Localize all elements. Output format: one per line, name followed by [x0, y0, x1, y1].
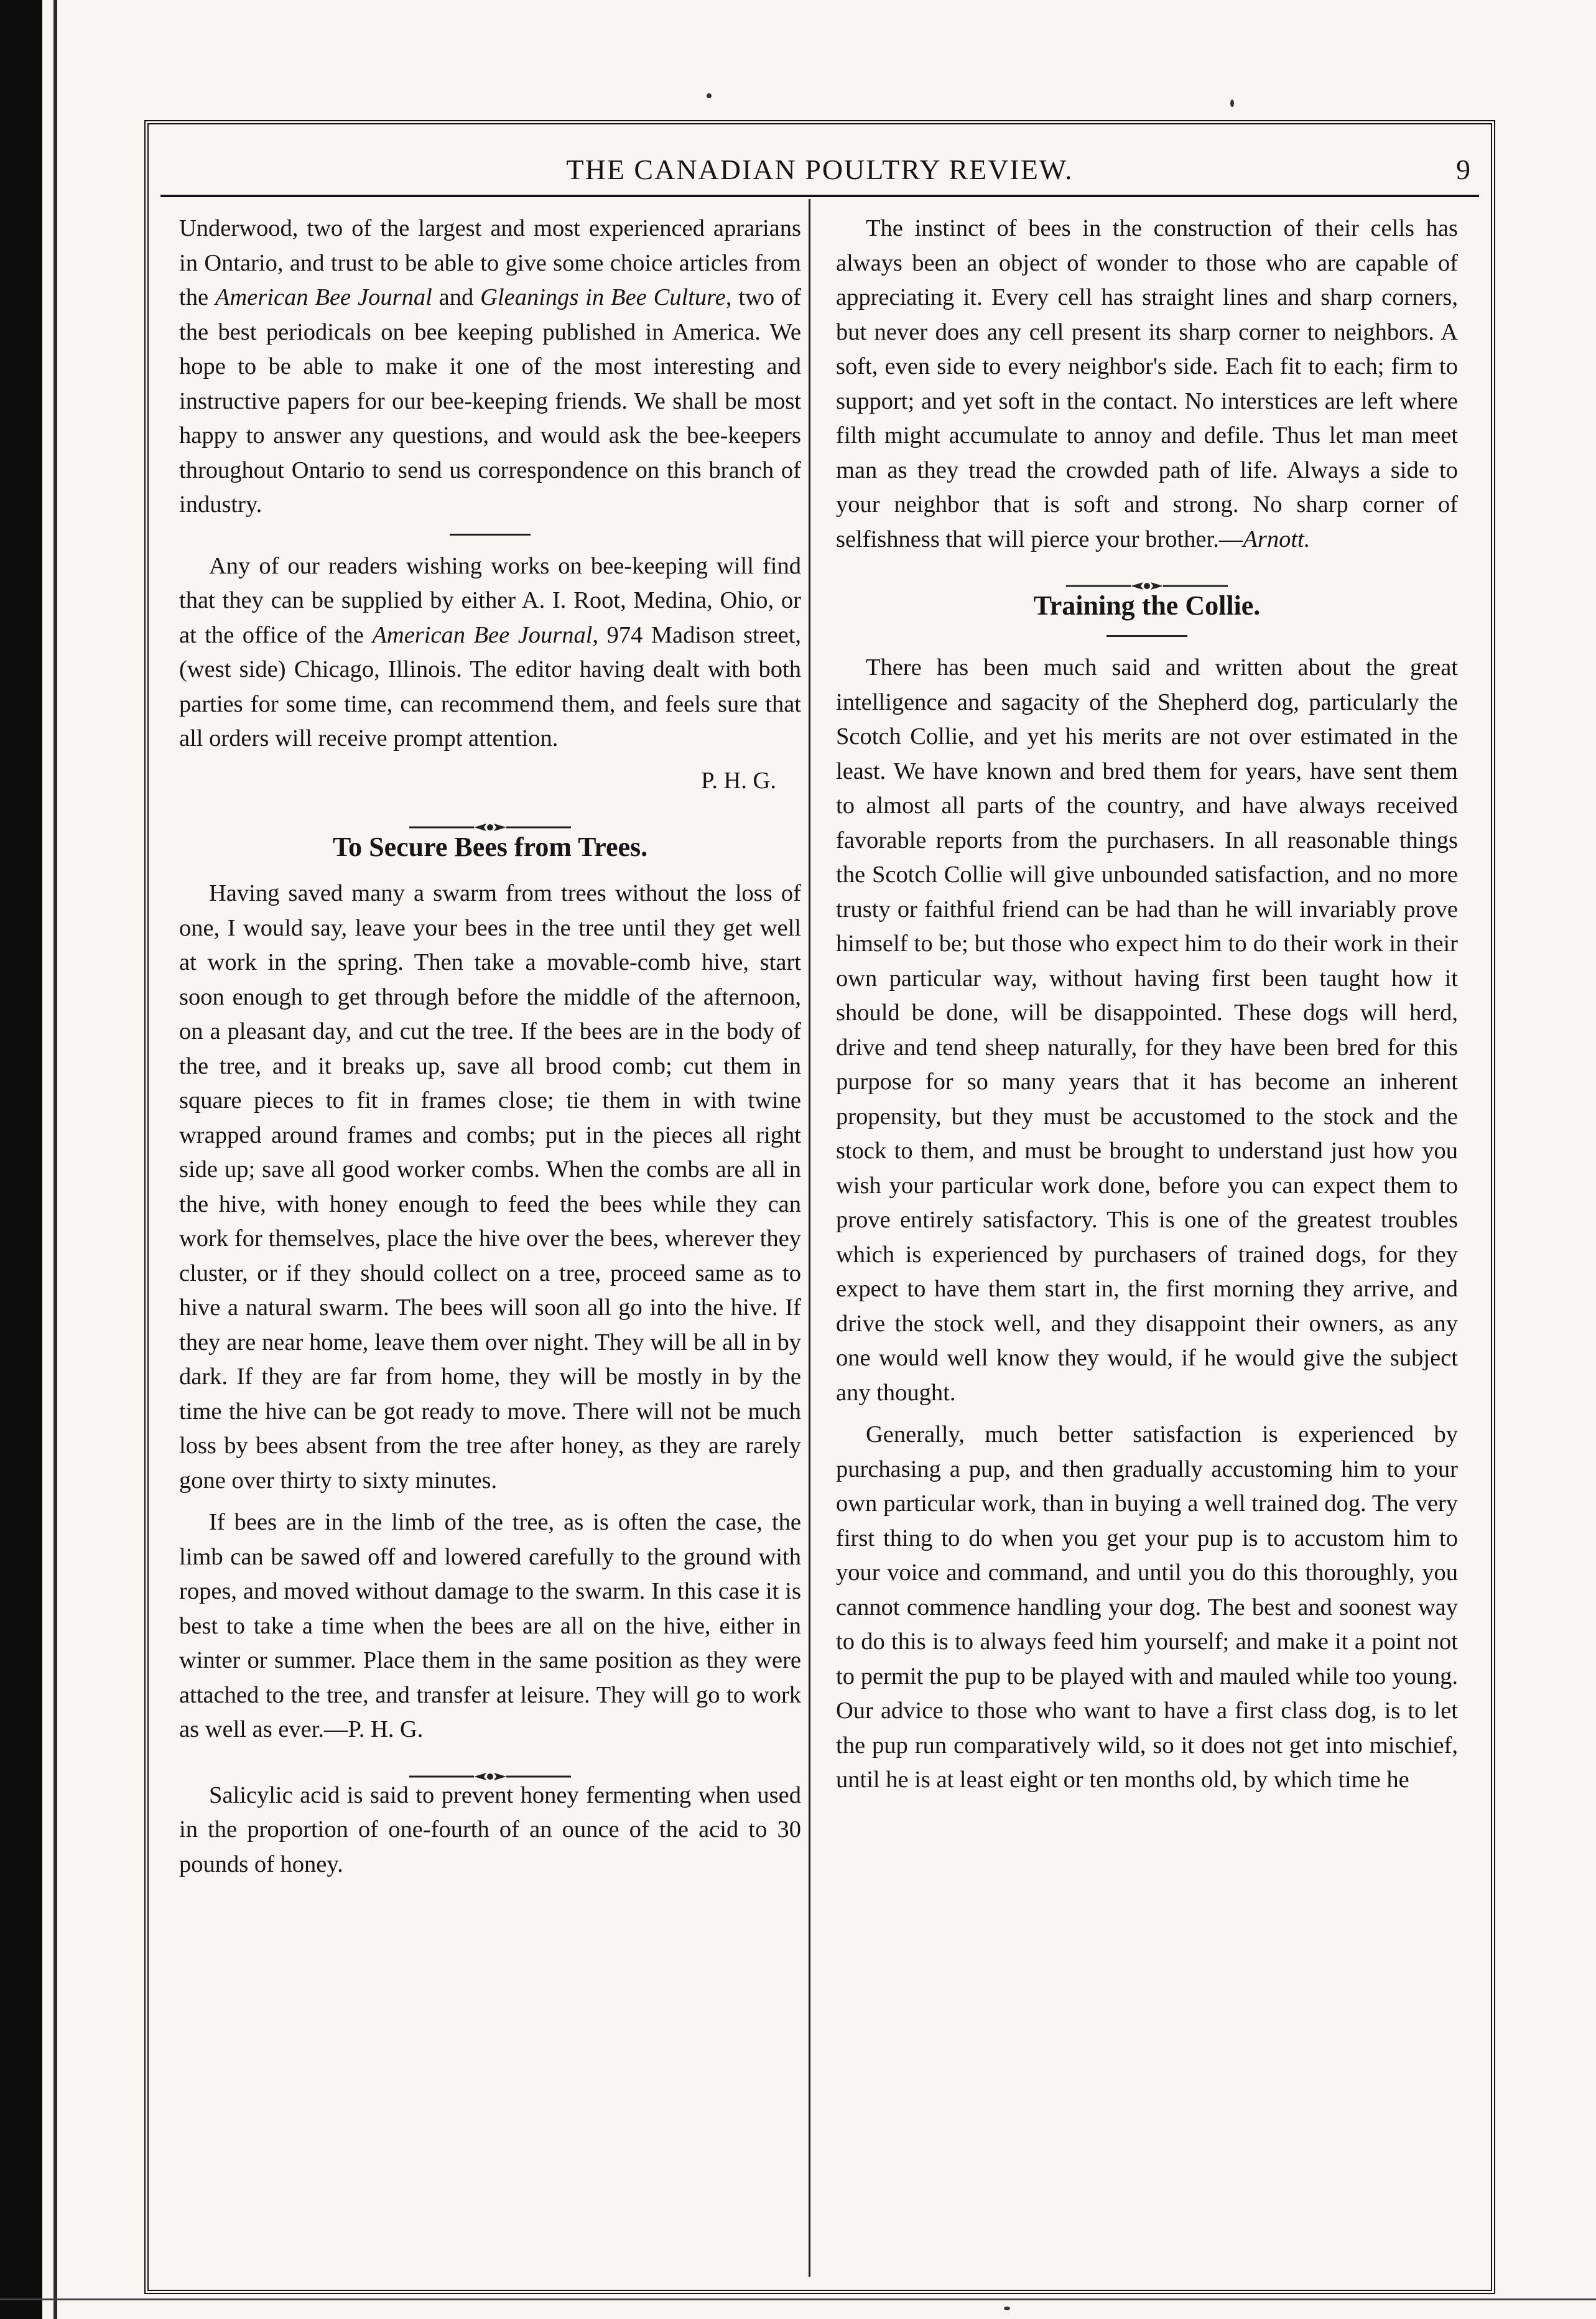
ornament-divider [179, 809, 801, 824]
column-divider [809, 199, 810, 2277]
section-rule [450, 534, 531, 536]
ornament-divider [179, 1759, 801, 1773]
print-speck [707, 93, 712, 98]
binding-line [53, 0, 57, 2319]
paragraph-collie-intro: There has been much said and written about the great intelligence and sagacity of the Shepherd dog, particularly the Scotch Collie, and yet his merits are not over estimated in the least. We have known and bred them for years, have sent them to almost all parts of the country, and have always received favorable reports from the purchasers. In all reasonable things the Scotch Collie will give unbounded satisfaction, and no more trusty or faithful friend can be had than he will invariably prove himself to be; but those who expect him to do their work in their own particular way, without having first been taught how it should be done, will be disappointed. These dogs will herd, drive and tend sheep naturally, for they have been bred for this purpose for so many years that it has become an inherent propensity, but they must be accustomed to the stock and the stock to them, and must be brought to understand just how you wish your particular work done, before you can expect them to prove entirely satisfactory. This is one of the greatest troubles which is experienced by purchasers of trained dogs, for they expect to have them start in, the first morning they arrive, and drive the stock well, and they disappoint their owners, as any one would well know they would, if he would give the subject any thought. [836, 654, 1458, 1406]
binding-edge [0, 0, 42, 2319]
text-run: and [432, 284, 481, 310]
text-run: , 974 Madison street, (west side) Chicago, Illinois. The editor having dealt with both parties for some time, can recommend them, and feels sure that all orders will receive prompt attention. [179, 621, 802, 751]
text-run: Underwood, two of the largest and most experienced aprarians in Ontario, and trust to be able to give some choice articles from the [179, 215, 801, 310]
paragraph-bee-journals [179, 211, 801, 523]
text-run: Any of our readers wishing works on bee-keeping will find that they can be supplied by either A. I. Root, Medina, Ohio, or at the office of the [179, 552, 801, 648]
header-rule [160, 195, 1479, 197]
text-run: , two of the best periodicals on bee keeping published in America. We hope to be able to make it one of the most interesting and instructive papers for our bee-keeping friends. We shall be most happy to answer any questions, and would ask the bee-keepers throughout Ontario to send us correspondence on this branch of industry. [179, 284, 802, 518]
running-header [160, 149, 1479, 193]
section-rule [1107, 635, 1187, 637]
print-speck [1004, 2307, 1010, 2310]
author-name: Arnott. [1243, 526, 1311, 552]
left-column [179, 211, 801, 1889]
paragraph-limb: If bees are in the limb of the tree, as is often the case, the limb can be sawed off and lowered carefully to the ground with ropes, and moved without damage to the swarm. In this case it is best to take a time when the bees are all on the hive, either in winter or summer. Place them in the same position as they were attached to the tree, and transfer at leisure. They will go to work as well as ever.—P. H. G. [179, 1509, 801, 1742]
journal-title: American Bee Journal [215, 284, 432, 310]
paragraph-trees: Having saved many a swarm from trees without the loss of one, I would say, leave your bees in the tree until they get well at work in the spring. Then take a movable-comb hive, start soon enough to get through before the middle of the afternoon, on a pleasant day, and cut the tree. If the bees are in the body of the tree, and it breaks up, save all brood comb; cut them in square pieces to fit in frames close; tie them in with twine wrapped around frames and combs; put in the pieces all right side up; save all good worker combs. When the combs are all in the hive, with honey enough to feed the bees while they can work for themselves, place the hive over the bees, wherever they cluster, or if they should collect on a tree, proceed same as to hive a natural swarm. The bees will soon all go into the hive. If they are near home, leave them over night. They will be all in by dark. If they are far from home, they will be mostly in by the time the hive can be got ready to move. There will not be much loss by bees absent from the tree after honey, as they are rarely gone over thirty to sixty minutes. [179, 880, 801, 1494]
article-heading: To Secure Bees from Trees. [332, 832, 648, 862]
print-speck [1230, 100, 1234, 107]
signature: P. H. G. [701, 767, 776, 794]
journal-title: Gleanings in Bee Culture [480, 284, 726, 310]
text-run: The instinct of bees in the construction of their cells has always been an object of wonder to those who are capable of appreciating it. Every cell has straight lines and sharp corners, but never does any cell present its sharp corner to neighbors. A soft, even side to every neighbor's side. Each fit to each; firm to support; and yet soft in the contact. No interstices are left where filth might accumulate to annoy and defile. Thus let man meet man as they tread the crowded path of life. Always a side to your neighbor that is soft and strong. No sharp corner of selfishness that will pierce your brother.— [836, 215, 1458, 552]
article-heading: Training the Collie. [1033, 590, 1261, 621]
bottom-edge-line [0, 2298, 1596, 2300]
publication-title: THE CANADIAN POULTRY REVIEW. [566, 154, 1074, 185]
paragraph-bee-books [179, 549, 801, 756]
paragraph-salicylic: Salicylic acid is said to prevent honey fermenting when used in the proportion of one-fourth of an ounce of the acid to 30 pounds of honey. [179, 1782, 801, 1877]
paragraph-collie-pup: Generally, much better satisfaction is experienced by purchasing a pup, and then gradually accustoming him to your own particular work, than in buying a well trained dog. The very first thing to do when you get your pup is to accustom him to your voice and command, and until you do this thoroughly, you cannot commence handling your dog. The best and soonest way to do this is to always feed him yourself; and make it a point not to permit the pup to be played with and mauled while too young. Our advice to those who want to have a first class dog, is to let the pup run comparatively wild, so it does not get into mischief, until he is at least eight or ten months old, by which time he [836, 1421, 1458, 1793]
paragraph-bee-cells [836, 211, 1458, 557]
right-column [836, 211, 1458, 1805]
page-number: 9 [1456, 154, 1470, 185]
ornament-divider [836, 568, 1458, 583]
journal-title: American Bee Journal [372, 621, 593, 648]
